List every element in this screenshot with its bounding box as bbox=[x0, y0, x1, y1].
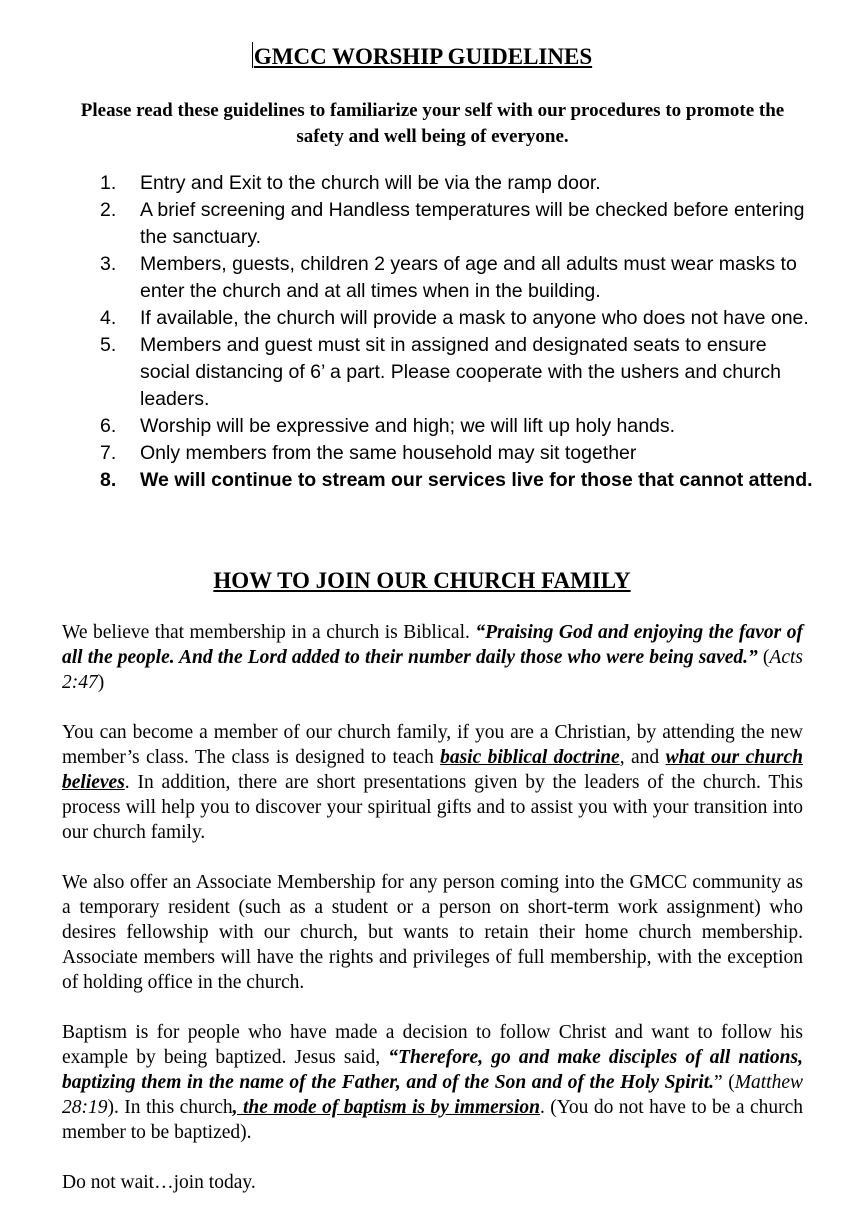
emphasis-text: basic biblical doctrine bbox=[440, 747, 620, 768]
emphasis-text: what our church believes bbox=[62, 747, 803, 793]
list-item-text: We will continue to stream our services live for those that cannot attend. bbox=[140, 469, 813, 491]
list-item-number: 4. bbox=[100, 307, 117, 329]
associate-membership-paragraph: We also offer an Associate Membership for any person coming into the GMCC community as a temporary resident (such as a student or a person on short-term work assignment) who desires fellowship with our church, but wants to retain their home church membership. Associate members will have the rights and privileges of full membership, with the exception of holding office in the church. bbox=[62, 872, 803, 993]
scripture-quote: “Praising God and enjoying the favor of all the people. And the Lord added to their number daily those who were being saved.” bbox=[62, 622, 803, 668]
list-item-number: 2. bbox=[100, 199, 117, 221]
list-item-number: 3. bbox=[100, 253, 117, 275]
new-member-paragraph bbox=[62, 720, 803, 845]
list-item bbox=[100, 170, 815, 197]
list-item-text: Entry and Exit to the church will be via the ramp door. bbox=[140, 172, 601, 194]
paragraph-text: You can become a member of our church family, if you are a Christian, by attending the new member’s class. The class is designed to teach bbox=[62, 722, 803, 768]
paragraph-text: ) bbox=[97, 672, 105, 693]
list-item bbox=[100, 251, 815, 305]
text-cursor bbox=[252, 42, 253, 68]
list-item-text: Members and guest must sit in assigned and designated seats to ensure social distancing of 6’ a part. Please cooperate with the ushers and church leaders. bbox=[140, 334, 781, 410]
paragraph-text: ). In this church bbox=[107, 1097, 233, 1118]
paragraph-text: , and bbox=[619, 747, 666, 768]
list-item-text: Only members from the same household may sit together bbox=[140, 442, 637, 464]
closing-line: Do not wait…join today. bbox=[62, 1172, 256, 1193]
page-title-text: GMCC WORSHIP GUIDELINES bbox=[253, 44, 593, 69]
list-item bbox=[100, 467, 815, 494]
list-item-number: 7. bbox=[100, 442, 117, 464]
scripture-quote: “Therefore, go and make disciples of all nations, baptizing them in the name of the Father, and of the Son and of the Holy Spirit. bbox=[62, 1047, 803, 1093]
list-item-number: 1. bbox=[100, 172, 117, 194]
list-item bbox=[100, 305, 815, 332]
list-item bbox=[100, 332, 815, 413]
list-item-text: Worship will be expressive and high; we will lift up holy hands. bbox=[140, 415, 676, 437]
scripture-reference: Acts 2:47 bbox=[62, 647, 803, 693]
paragraph-text: ( bbox=[757, 647, 770, 668]
paragraph-text: ” ( bbox=[713, 1072, 735, 1093]
paragraph-text: . (You do not have to be a church member to be baptized). bbox=[62, 1097, 803, 1143]
join-heading: HOW TO JOIN OUR CHURCH FAMILY bbox=[213, 568, 631, 593]
guidelines-list bbox=[100, 170, 815, 494]
list-item-number: 5. bbox=[100, 334, 117, 356]
membership-paragraph bbox=[62, 620, 803, 695]
paragraph-text: Baptism is for people who have made a decision to follow Christ and want to follow his example by being baptized. Jesus said, bbox=[62, 1022, 803, 1068]
list-item bbox=[100, 413, 815, 440]
scripture-reference: Matthew 28:19 bbox=[62, 1072, 803, 1118]
intro-text: Please read these guidelines to familiarize your self with our procedures to promote the safety and well being of everyone. bbox=[80, 100, 785, 147]
list-item-text: Members, guests, children 2 years of age and all adults must wear masks to enter the church and at all times when in the building. bbox=[140, 253, 797, 302]
baptism-paragraph bbox=[62, 1020, 803, 1145]
emphasis-text: , the mode of baptism is by immersion bbox=[232, 1097, 540, 1118]
page-title bbox=[0, 40, 844, 74]
paragraph-text: . In addition, there are short presentations given by the leaders of the church. This process will help you to discover your spiritual gifts and to assist you with your transition into our church family. bbox=[62, 772, 803, 843]
list-item bbox=[100, 440, 815, 467]
paragraph-text: We believe that membership in a church is Biblical. bbox=[62, 622, 476, 643]
list-item-number: 8. bbox=[100, 469, 117, 491]
list-item-number: 6. bbox=[100, 415, 117, 437]
list-item-text: A brief screening and Handless temperatures will be checked before entering the sanctuary. bbox=[140, 199, 805, 248]
list-item bbox=[100, 197, 815, 251]
list-item-text: If available, the church will provide a mask to anyone who does not have one. bbox=[140, 307, 809, 329]
